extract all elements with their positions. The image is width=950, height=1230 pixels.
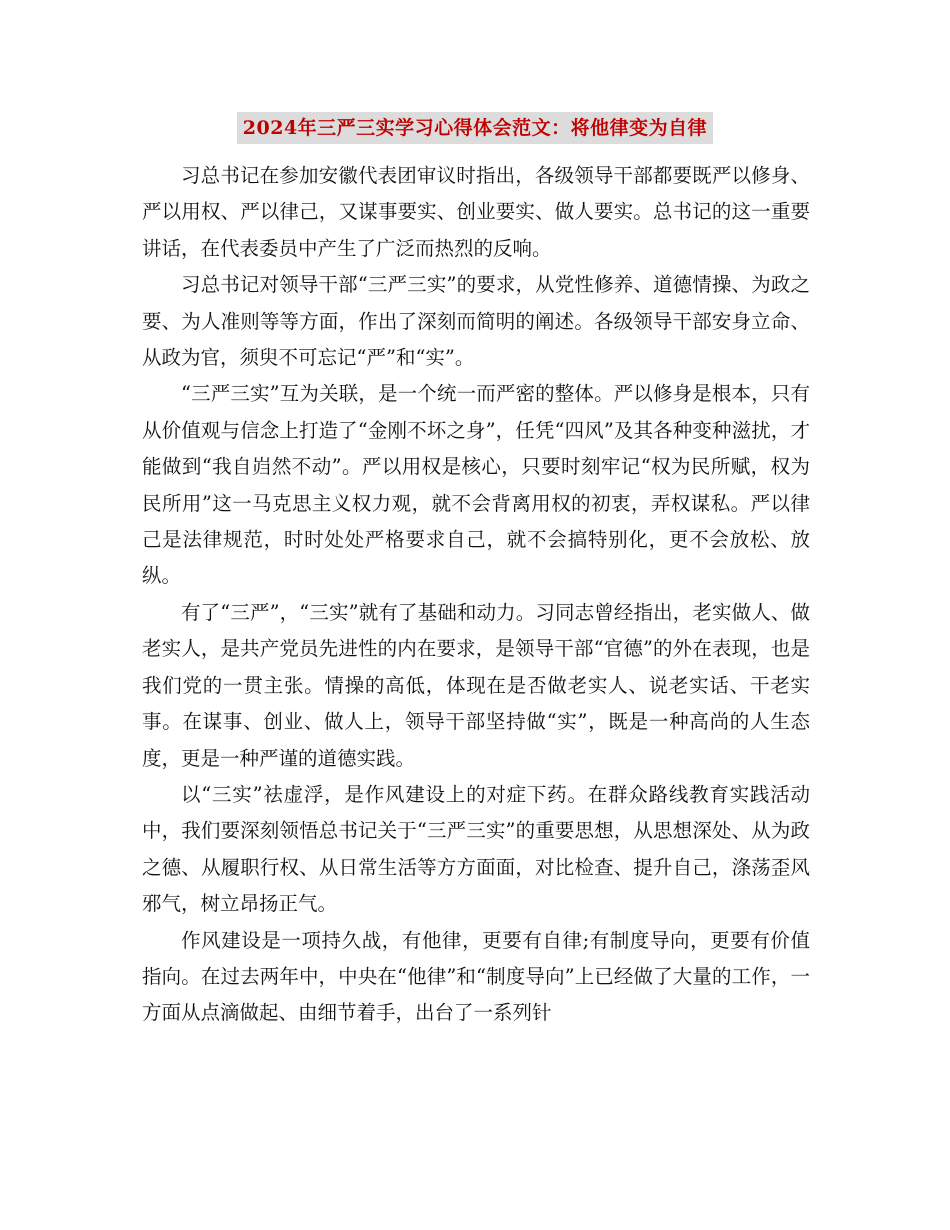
title-container [0,112,950,144]
paragraph: “三严三实”互为关联，是一个统一而严密的整体。严以修身是根本，只有从价值观与信念上打造了“金刚不坏之身”，任凭“四风”及其各种变种滋扰，才能做到“我自岿然不动”。严以用权是核心，只要时刻牢记“权为民所赋，权为民所用”这一马克思主义权力观，就不会背离用权的初衷，弄权谋私。严以律己是法律规范，时时处处严格要求自己，就不会搞特别化，更不会放松、放纵。 [142,382,810,588]
paragraph: 习总书记对领导干部“三严三实”的要求，从党性修养、道德情操、为政之要、为人准则等等方面，作出了深刻而简明的阐述。各级领导干部安身立命、从政为官，须臾不可忘记“严”和“实”。 [142,273,810,370]
paragraph: 习总书记在参加安徽代表团审议时指出，各级领导干部都要既严以修身、严以用权、严以律己，又谋事要实、创业要实、做人要实。总书记的这一重要讲话，在代表委员中产生了广泛而热烈的反响。 [142,164,810,260]
document-body [142,158,810,1032]
paragraph: 有了“三严”，“三实”就有了基础和动力。习同志曾经指出，老实做人、做老实人，是共产党员先进性的内在要求，是领导干部“官德”的外在表现，也是我们党的一贯主张。情操的高低，体现在是否做老实人、说老实话、干老实事。在谋事、创业、做人上，领导干部坚持做“实”，既是一种高尚的人生态度，更是一种严谨的道德实践。 [142,600,810,770]
document-title: 2024年三严三实学习心得体会范文：将他律变为自律 [237,112,713,144]
paragraph: 作风建设是一项持久战，有他律，更要有自律;有制度导向，更要有价值指向。在过去两年中，中央在“他律”和“制度导向”上已经做了大量的工作，一方面从点滴做起、由细节着手，出台了一系列针 [142,928,810,1025]
paragraph: 以“三实”祛虚浮，是作风建设上的对症下药。在群众路线教育实践活动中，我们要深刻领悟总书记关于“三严三实”的重要思想，从思想深处、从为政之德、从履职行权、从日常生活等方方面面，对比检查、提升自己，涤荡歪风邪气，树立昂扬正气。 [142,782,810,916]
